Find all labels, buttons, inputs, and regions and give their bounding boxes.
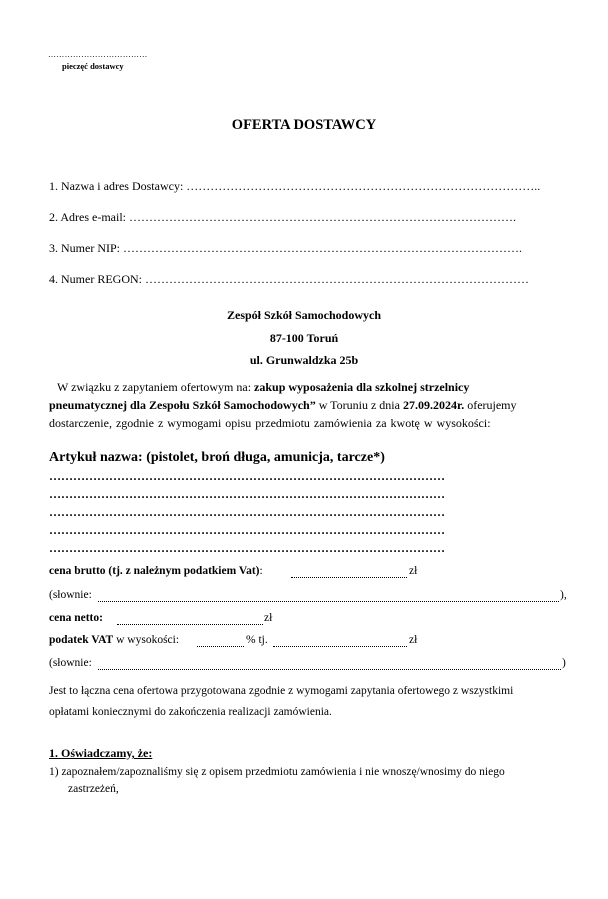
declaration-item-1-line-2: zastrzeżeń,: [68, 783, 119, 795]
intro-line-3: dostarczenie, zgodnie z wymogami opisu przedmiotu zamówienia za kwotę w wysokości:: [49, 416, 491, 430]
intro-line-1: [57, 380, 469, 395]
field-dots: ……………………………………………………………………………………: [145, 272, 529, 286]
field-dots: …………………………………………………………………………………….: [128, 210, 516, 224]
currency-label: zł: [264, 612, 273, 624]
intro-subject: pneumatycznej dla Zespołu Szkół Samochodowych”: [49, 398, 316, 412]
article-dot-line: ………………………………………………………………………………………: [49, 541, 445, 555]
summary-line-1: Jest to łączna cena ofertowa przygotowana zgodnie z wymogami zapytania ofertowego z wszystkimi: [49, 685, 514, 697]
vat-label-rest: w wysokości:: [113, 634, 180, 646]
price-brutto-label: cena brutto (tj. z należnym podatkiem Vat): [49, 565, 260, 577]
price-brutto-row: [49, 565, 263, 577]
summary-line-2: opłatami koniecznymi do zakończenia realizacji zamówienia.: [49, 706, 332, 718]
slownie-end: ): [562, 657, 566, 669]
price-netto-field[interactable]: [117, 613, 263, 625]
declaration-item-1-line-1: 1) zapoznałem/zapoznaliśmy się z opisem przedmiotu zamówienia i nie wnoszę/wnosimy do niego: [49, 766, 505, 778]
article-dot-line: ………………………………………………………………………………………: [49, 523, 445, 537]
field-label: 1. Nazwa i adres Dostawcy:: [49, 179, 184, 193]
vat-label-bold: podatek VAT: [49, 634, 114, 646]
field-label: 3. Numer NIP:: [49, 241, 120, 255]
vat-percent-field[interactable]: [197, 635, 244, 647]
price-brutto-words-field[interactable]: [98, 590, 559, 602]
field-regon: [49, 272, 529, 287]
price-colon: :: [259, 565, 263, 577]
intro-subject: zakup wyposażenia dla szkolnej strzelnicy: [254, 380, 470, 394]
slownie-label: (słownie:: [49, 657, 92, 669]
price-netto-label: cena netto:: [49, 612, 103, 624]
vat-amount-field[interactable]: [273, 635, 407, 647]
intro-line-2: [49, 398, 517, 413]
currency-label: zł: [409, 634, 418, 646]
article-dot-line: ………………………………………………………………………………………: [49, 487, 445, 501]
recipient-street: ul. Grunwaldzka 25b: [249, 353, 359, 367]
intro-text: W związku z zapytaniem ofertowym na:: [57, 380, 255, 394]
field-email: [49, 210, 516, 225]
field-label: 4. Numer REGON:: [49, 272, 142, 286]
field-dots: ……………………………………………………………………………..: [186, 179, 541, 193]
vat-percent-label: % tj.: [246, 634, 268, 646]
slownie-end: ),: [560, 589, 567, 601]
article-dot-line: ………………………………………………………………………………………: [49, 469, 445, 483]
price-words-field[interactable]: [98, 658, 561, 670]
field-dots: ……………………………………………………………………………………….: [123, 241, 522, 255]
field-nip: [49, 241, 522, 256]
article-heading: Artykuł nazwa: (pistolet, broń długa, amunicja, tarcze*): [49, 450, 385, 465]
intro-text: w Toruniu z dnia: [315, 398, 403, 412]
stamp-dots: ………………………………: [48, 50, 148, 59]
article-dot-line: ………………………………………………………………………………………: [49, 505, 445, 519]
page-title: OFERTA DOSTAWCY: [231, 117, 377, 133]
intro-date: 27.09.2024r.: [402, 398, 465, 412]
stamp-label: pieczęć dostawcy: [62, 61, 124, 71]
recipient-city: 87-100 Toruń: [269, 331, 339, 345]
currency-label: zł: [409, 565, 418, 577]
field-label: 2. Adres e-mail:: [49, 210, 126, 224]
vat-label: [49, 634, 179, 646]
price-brutto-field[interactable]: [291, 566, 407, 578]
slownie-label: (słownie:: [49, 589, 92, 601]
field-supplier-name: [49, 179, 540, 194]
intro-text: oferujemy: [464, 398, 517, 412]
recipient-name: Zespół Szkół Samochodowych: [226, 308, 382, 322]
declarations-heading: 1. Oświadczamy, że:: [49, 746, 153, 760]
